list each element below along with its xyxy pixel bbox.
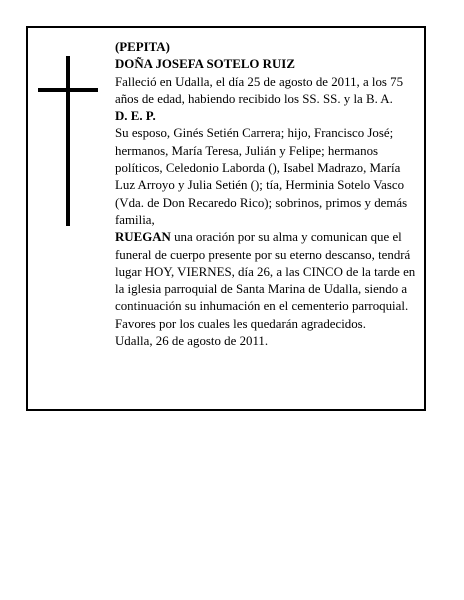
cross-icon [38, 56, 98, 226]
cross-vertical-bar [66, 56, 70, 226]
death-statement: Falleció en Udalla, el día 25 de agosto de 2011, a los 75 años de edad, habiendo recibido los SS. SS. y la B. A. [115, 74, 404, 106]
rip-line: D. E. P. [115, 109, 156, 124]
request-keyword: RUEGAN [115, 230, 171, 245]
obituary-text [115, 39, 420, 350]
request-text: una oración por su alma y comunican que el funeral de cuerpo presente por su eterno descanso, tendrá lugar HOY, VIERNES, día 26, a las CINCO de la tarde en la iglesia parroquial de Santa Marina de Udalla, siendo a continuación su inhumación en el cementerio parroquial. Favores por los cuales les quedarán agradecidos. [115, 230, 416, 331]
deceased-name: DOÑA JOSEFA SOTELO RUIZ [115, 57, 295, 72]
family-list: Su esposo, Ginés Setién Carrera; hijo, Francisco José; hermanos, María Teresa, Julián y Felipe; hermanos políticos, Celedonio Laborda (), Isabel Madrazo, María Luz Arroyo y Julia Setién (); tía, Herminia Sotelo Vasco (Vda. de Don Recaredo Rico); sobrinos, primos y demás familia, [115, 126, 408, 227]
obituary-notice [26, 26, 426, 411]
deceased-nickname: (PEPITA) [115, 40, 170, 54]
request-paragraph [115, 229, 420, 333]
cross-horizontal-bar [38, 88, 98, 92]
place-date: Udalla, 26 de agosto de 2011. [115, 334, 269, 349]
